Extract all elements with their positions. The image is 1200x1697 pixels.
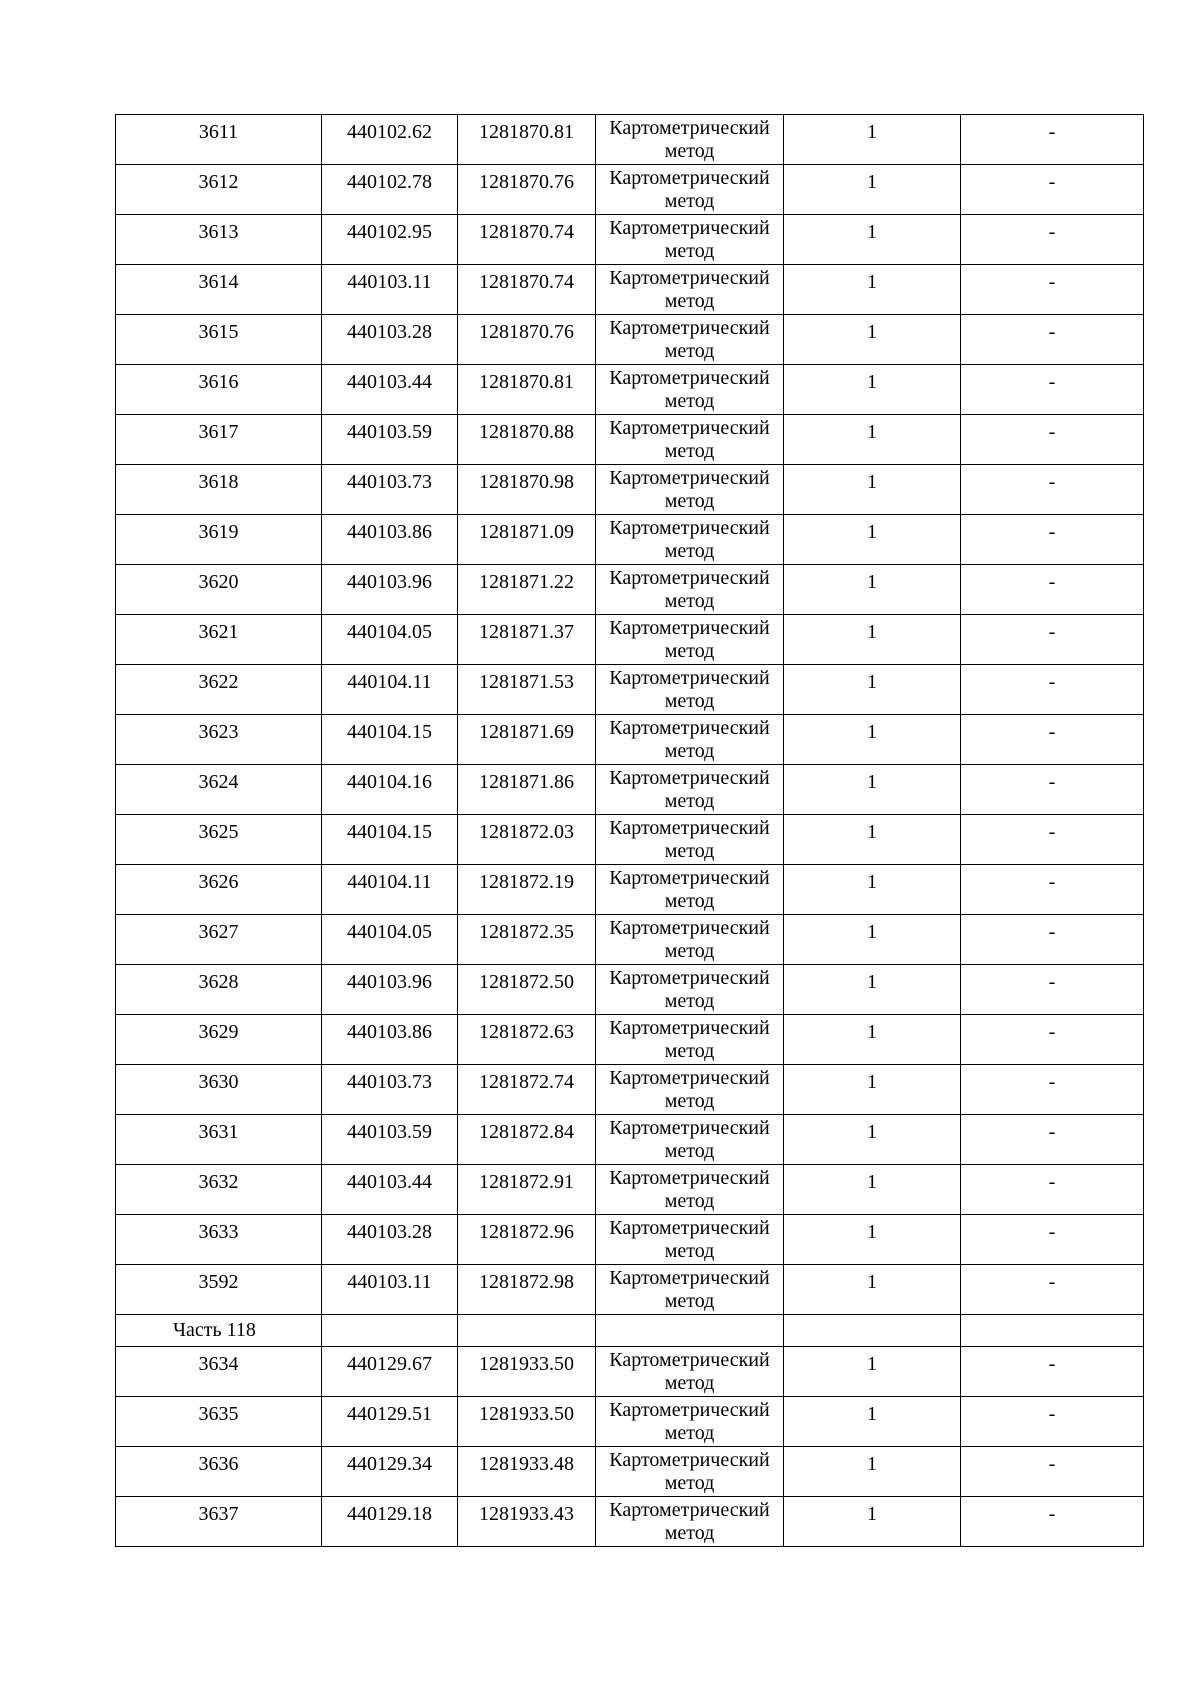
accuracy-cell: 1 — [784, 1015, 961, 1065]
x-coordinate-cell: 440129.51 — [322, 1397, 458, 1447]
point-number-cell: 3617 — [116, 415, 322, 465]
method-cell: Картометрический метод — [596, 915, 784, 965]
y-coordinate-cell: 1281870.81 — [458, 365, 596, 415]
table-row — [116, 1015, 1144, 1065]
accuracy-cell: 1 — [784, 1397, 961, 1447]
accuracy-cell: 1 — [784, 365, 961, 415]
note-cell: - — [961, 715, 1144, 765]
note-cell: - — [961, 1115, 1144, 1165]
point-number-cell: 3630 — [116, 1065, 322, 1115]
table-row — [116, 915, 1144, 965]
point-number-cell: 3623 — [116, 715, 322, 765]
table-row — [116, 465, 1144, 515]
table-row — [116, 265, 1144, 315]
y-coordinate-cell: 1281872.19 — [458, 865, 596, 915]
table-row — [116, 515, 1144, 565]
accuracy-cell: 1 — [784, 1215, 961, 1265]
method-cell: Картометрический метод — [596, 365, 784, 415]
method-cell: Картометрический метод — [596, 215, 784, 265]
x-coordinate-cell: 440103.44 — [322, 1165, 458, 1215]
point-number-cell: 3627 — [116, 915, 322, 965]
table-row — [116, 565, 1144, 615]
x-coordinate-cell: 440104.16 — [322, 765, 458, 815]
note-cell: - — [961, 1165, 1144, 1215]
note-cell: - — [961, 765, 1144, 815]
method-cell: Картометрический метод — [596, 1397, 784, 1447]
x-coordinate-cell: 440102.62 — [322, 115, 458, 165]
x-coordinate-cell: 440102.78 — [322, 165, 458, 215]
y-coordinate-cell: 1281870.74 — [458, 265, 596, 315]
y-coordinate-cell: 1281933.43 — [458, 1497, 596, 1547]
empty-cell — [458, 1315, 596, 1347]
table-row — [116, 665, 1144, 715]
note-cell: - — [961, 1265, 1144, 1315]
y-coordinate-cell: 1281933.50 — [458, 1347, 596, 1397]
y-coordinate-cell: 1281870.81 — [458, 115, 596, 165]
table-row — [116, 1165, 1144, 1215]
y-coordinate-cell: 1281871.37 — [458, 615, 596, 665]
table-row — [116, 115, 1144, 165]
y-coordinate-cell: 1281872.98 — [458, 1265, 596, 1315]
note-cell: - — [961, 315, 1144, 365]
method-cell: Картометрический метод — [596, 1497, 784, 1547]
table-row — [116, 1215, 1144, 1265]
accuracy-cell: 1 — [784, 515, 961, 565]
y-coordinate-cell: 1281872.03 — [458, 815, 596, 865]
note-cell: - — [961, 1497, 1144, 1547]
point-number-cell: 3613 — [116, 215, 322, 265]
empty-cell — [596, 1315, 784, 1347]
y-coordinate-cell: 1281871.86 — [458, 765, 596, 815]
accuracy-cell: 1 — [784, 815, 961, 865]
table-row — [116, 365, 1144, 415]
point-number-cell: 3632 — [116, 1165, 322, 1215]
note-cell: - — [961, 1397, 1144, 1447]
x-coordinate-cell: 440103.96 — [322, 965, 458, 1015]
x-coordinate-cell: 440129.18 — [322, 1497, 458, 1547]
note-cell: - — [961, 565, 1144, 615]
point-number-cell: 3614 — [116, 265, 322, 315]
point-number-cell: 3621 — [116, 615, 322, 665]
note-cell: - — [961, 515, 1144, 565]
table-row — [116, 1065, 1144, 1115]
y-coordinate-cell: 1281872.63 — [458, 1015, 596, 1065]
x-coordinate-cell: 440103.28 — [322, 1215, 458, 1265]
accuracy-cell: 1 — [784, 565, 961, 615]
table-row — [116, 165, 1144, 215]
accuracy-cell: 1 — [784, 665, 961, 715]
method-cell: Картометрический метод — [596, 865, 784, 915]
table-row — [116, 1497, 1144, 1547]
point-number-cell: 3616 — [116, 365, 322, 415]
accuracy-cell: 1 — [784, 615, 961, 665]
x-coordinate-cell: 440129.34 — [322, 1447, 458, 1497]
method-cell: Картометрический метод — [596, 465, 784, 515]
point-number-cell: 3618 — [116, 465, 322, 515]
y-coordinate-cell: 1281872.50 — [458, 965, 596, 1015]
point-number-cell: 3619 — [116, 515, 322, 565]
point-number-cell: 3611 — [116, 115, 322, 165]
accuracy-cell: 1 — [784, 1347, 961, 1397]
x-coordinate-cell: 440103.86 — [322, 1015, 458, 1065]
y-coordinate-cell: 1281870.76 — [458, 315, 596, 365]
point-number-cell: 3629 — [116, 1015, 322, 1065]
accuracy-cell: 1 — [784, 1497, 961, 1547]
method-cell: Картометрический метод — [596, 315, 784, 365]
method-cell: Картометрический метод — [596, 765, 784, 815]
x-coordinate-cell: 440102.95 — [322, 215, 458, 265]
note-cell: - — [961, 815, 1144, 865]
method-cell: Картометрический метод — [596, 1165, 784, 1215]
table-row — [116, 1447, 1144, 1497]
point-number-cell: 3634 — [116, 1347, 322, 1397]
method-cell: Картометрический метод — [596, 815, 784, 865]
point-number-cell: 3626 — [116, 865, 322, 915]
point-number-cell: 3635 — [116, 1397, 322, 1447]
section-label: Часть 118 — [116, 1315, 322, 1347]
note-cell: - — [961, 915, 1144, 965]
table-row — [116, 1397, 1144, 1447]
y-coordinate-cell: 1281871.22 — [458, 565, 596, 615]
note-cell: - — [961, 1215, 1144, 1265]
x-coordinate-cell: 440103.59 — [322, 415, 458, 465]
y-coordinate-cell: 1281872.96 — [458, 1215, 596, 1265]
point-number-cell: 3631 — [116, 1115, 322, 1165]
note-cell: - — [961, 465, 1144, 515]
point-number-cell: 3624 — [116, 765, 322, 815]
point-number-cell: 3612 — [116, 165, 322, 215]
y-coordinate-cell: 1281871.69 — [458, 715, 596, 765]
point-number-cell: 3615 — [116, 315, 322, 365]
x-coordinate-cell: 440103.59 — [322, 1115, 458, 1165]
method-cell: Картометрический метод — [596, 265, 784, 315]
x-coordinate-cell: 440104.15 — [322, 715, 458, 765]
method-cell: Картометрический метод — [596, 1215, 784, 1265]
table-row — [116, 415, 1144, 465]
point-number-cell: 3628 — [116, 965, 322, 1015]
table-row — [116, 715, 1144, 765]
empty-cell — [784, 1315, 961, 1347]
note-cell: - — [961, 365, 1144, 415]
y-coordinate-cell: 1281933.50 — [458, 1397, 596, 1447]
accuracy-cell: 1 — [784, 1115, 961, 1165]
method-cell: Картометрический метод — [596, 1265, 784, 1315]
y-coordinate-cell: 1281872.84 — [458, 1115, 596, 1165]
table-row — [116, 615, 1144, 665]
x-coordinate-cell: 440103.96 — [322, 565, 458, 615]
x-coordinate-cell: 440103.28 — [322, 315, 458, 365]
method-cell: Картометрический метод — [596, 665, 784, 715]
accuracy-cell: 1 — [784, 865, 961, 915]
method-cell: Картометрический метод — [596, 715, 784, 765]
note-cell: - — [961, 415, 1144, 465]
y-coordinate-cell: 1281872.35 — [458, 915, 596, 965]
note-cell: - — [961, 165, 1144, 215]
coordinates-table — [115, 114, 1144, 1547]
method-cell: Картометрический метод — [596, 1115, 784, 1165]
table-row — [116, 215, 1144, 265]
x-coordinate-cell: 440103.73 — [322, 1065, 458, 1115]
note-cell: - — [961, 265, 1144, 315]
x-coordinate-cell: 440104.05 — [322, 915, 458, 965]
x-coordinate-cell: 440103.73 — [322, 465, 458, 515]
section-header-row — [116, 1315, 1144, 1347]
method-cell: Картометрический метод — [596, 1447, 784, 1497]
note-cell: - — [961, 1065, 1144, 1115]
point-number-cell: 3636 — [116, 1447, 322, 1497]
point-number-cell: 3633 — [116, 1215, 322, 1265]
y-coordinate-cell: 1281871.09 — [458, 515, 596, 565]
accuracy-cell: 1 — [784, 315, 961, 365]
y-coordinate-cell: 1281870.74 — [458, 215, 596, 265]
x-coordinate-cell: 440104.05 — [322, 615, 458, 665]
note-cell: - — [961, 1015, 1144, 1065]
point-number-cell: 3637 — [116, 1497, 322, 1547]
y-coordinate-cell: 1281870.98 — [458, 465, 596, 515]
table-row — [116, 815, 1144, 865]
accuracy-cell: 1 — [784, 215, 961, 265]
note-cell: - — [961, 965, 1144, 1015]
method-cell: Картометрический метод — [596, 1015, 784, 1065]
x-coordinate-cell: 440103.44 — [322, 365, 458, 415]
x-coordinate-cell: 440104.15 — [322, 815, 458, 865]
accuracy-cell: 1 — [784, 1265, 961, 1315]
method-cell: Картометрический метод — [596, 1347, 784, 1397]
table-row — [116, 865, 1144, 915]
table-row — [116, 965, 1144, 1015]
empty-cell — [322, 1315, 458, 1347]
note-cell: - — [961, 215, 1144, 265]
accuracy-cell: 1 — [784, 465, 961, 515]
accuracy-cell: 1 — [784, 915, 961, 965]
y-coordinate-cell: 1281871.53 — [458, 665, 596, 715]
table-row — [116, 1347, 1144, 1397]
accuracy-cell: 1 — [784, 1165, 961, 1215]
x-coordinate-cell: 440103.11 — [322, 1265, 458, 1315]
note-cell: - — [961, 615, 1144, 665]
method-cell: Картометрический метод — [596, 1065, 784, 1115]
accuracy-cell: 1 — [784, 1065, 961, 1115]
note-cell: - — [961, 865, 1144, 915]
y-coordinate-cell: 1281872.74 — [458, 1065, 596, 1115]
method-cell: Картометрический метод — [596, 415, 784, 465]
accuracy-cell: 1 — [784, 965, 961, 1015]
empty-cell — [961, 1315, 1144, 1347]
y-coordinate-cell: 1281870.76 — [458, 165, 596, 215]
method-cell: Картометрический метод — [596, 515, 784, 565]
accuracy-cell: 1 — [784, 165, 961, 215]
method-cell: Картометрический метод — [596, 615, 784, 665]
point-number-cell: 3592 — [116, 1265, 322, 1315]
table-row — [116, 1115, 1144, 1165]
point-number-cell: 3625 — [116, 815, 322, 865]
method-cell: Картометрический метод — [596, 115, 784, 165]
point-number-cell: 3620 — [116, 565, 322, 615]
x-coordinate-cell: 440103.11 — [322, 265, 458, 315]
method-cell: Картометрический метод — [596, 565, 784, 615]
accuracy-cell: 1 — [784, 415, 961, 465]
accuracy-cell: 1 — [784, 1447, 961, 1497]
note-cell: - — [961, 1447, 1144, 1497]
x-coordinate-cell: 440103.86 — [322, 515, 458, 565]
accuracy-cell: 1 — [784, 115, 961, 165]
y-coordinate-cell: 1281872.91 — [458, 1165, 596, 1215]
table-row — [116, 765, 1144, 815]
x-coordinate-cell: 440129.67 — [322, 1347, 458, 1397]
point-number-cell: 3622 — [116, 665, 322, 715]
x-coordinate-cell: 440104.11 — [322, 865, 458, 915]
method-cell: Картометрический метод — [596, 965, 784, 1015]
accuracy-cell: 1 — [784, 265, 961, 315]
x-coordinate-cell: 440104.11 — [322, 665, 458, 715]
note-cell: - — [961, 665, 1144, 715]
note-cell: - — [961, 115, 1144, 165]
y-coordinate-cell: 1281933.48 — [458, 1447, 596, 1497]
table-row — [116, 1265, 1144, 1315]
note-cell: - — [961, 1347, 1144, 1397]
method-cell: Картометрический метод — [596, 165, 784, 215]
y-coordinate-cell: 1281870.88 — [458, 415, 596, 465]
accuracy-cell: 1 — [784, 715, 961, 765]
table-row — [116, 315, 1144, 365]
accuracy-cell: 1 — [784, 765, 961, 815]
